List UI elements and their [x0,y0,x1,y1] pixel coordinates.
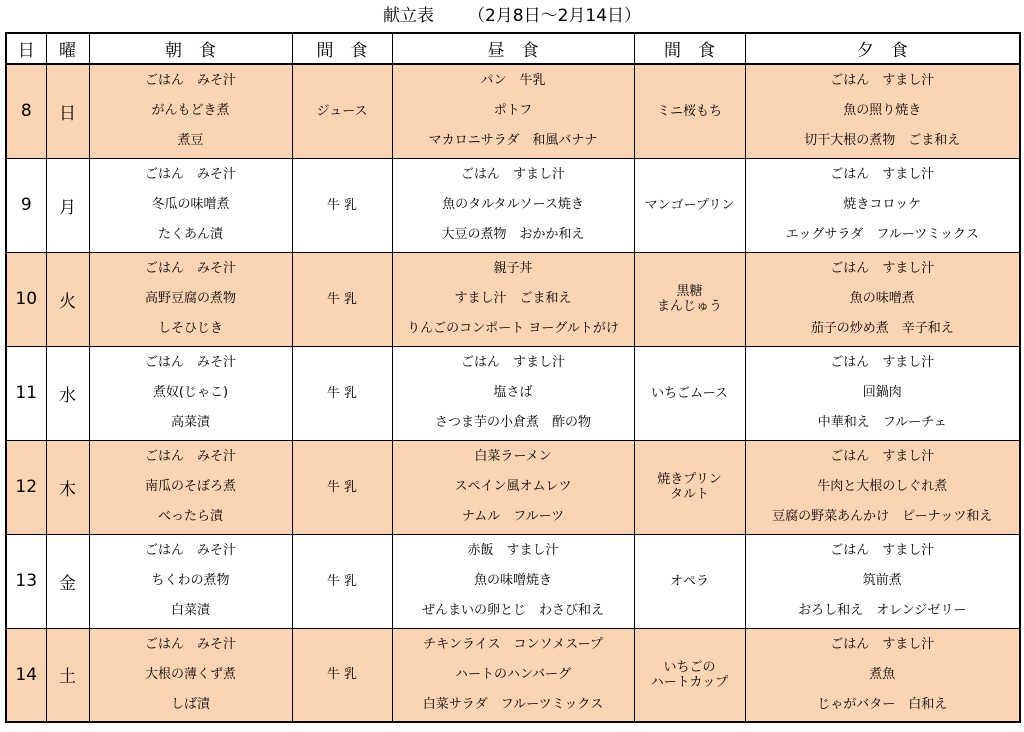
dinner-cell-lines [746,442,1020,532]
menu-table [5,32,1021,723]
dinner-cell-lines [746,536,1020,626]
day-cell: 10 [6,252,46,346]
menu-item: ごはん すまし汁 [830,543,935,558]
weekday-cell: 火 [46,252,89,346]
menu-item: 魚の味噌焼き [473,573,552,588]
header-dinner: 夕 食 [745,33,1020,64]
snack-item: 焼きプリン [657,472,722,487]
dinner-cell [745,158,1020,252]
snack-afternoon-cell [634,64,745,158]
menu-item: ごはん すまし汁 [830,449,935,464]
snack-afternoon-cell [634,158,745,252]
lunch-cell [392,346,634,440]
menu-item: ごはん みそ汁 [144,449,236,464]
title-date-range: （2月8日～2月14日） [467,6,642,26]
menu-item: 白菜ラーメン [474,449,552,464]
lunch-cell [392,534,634,628]
menu-item: 牛肉と大根のしぐれ煮 [817,479,948,494]
snack-afternoon-cell [634,534,745,628]
snack-afternoon-cell [634,440,745,534]
breakfast-cell-lines [90,630,292,720]
breakfast-cell [89,534,292,628]
snack-afternoon-cell [634,346,745,440]
dinner-cell [745,628,1020,722]
menu-item: 魚のタルタルソース焼き [442,197,584,212]
snack-item: 牛 乳 [326,385,358,401]
breakfast-cell-lines [90,160,292,250]
snack-item: 黒糖 [676,284,703,299]
menu-item: 高野豆腐の煮物 [144,291,236,306]
menu-body [6,64,1020,722]
table-row [6,346,1020,440]
snack-morning-cell [292,534,392,628]
day-cell: 9 [6,158,46,252]
snack-morning-cell [292,628,392,722]
menu-item: ごはん みそ汁 [144,355,236,370]
menu-item: 煮魚 [869,666,896,682]
menu-item: ハートのハンバーグ [454,666,572,682]
menu-item: 回鍋肉 [862,385,902,400]
lunch-cell [392,64,634,158]
lunch-cell-lines [393,254,634,344]
table-row [6,534,1020,628]
menu-item: ごはん すまし汁 [460,355,565,370]
menu-item: たくあん漬 [157,227,223,242]
snack-item: いちごの [663,659,716,675]
day-cell: 13 [6,534,46,628]
snack-morning-cell [292,346,392,440]
dinner-cell-lines [746,630,1020,720]
dinner-cell-lines [746,66,1020,156]
breakfast-cell-lines [90,348,292,438]
breakfast-cell [89,346,292,440]
snack-afternoon-cell [634,252,745,346]
menu-item: パン 牛乳 [480,73,546,89]
day-cell: 12 [6,440,46,534]
snack-item: 牛 乳 [326,197,358,213]
menu-item: 冬瓜の味噌煮 [151,197,230,212]
breakfast-cell [89,252,292,346]
menu-item: ごはん すまし汁 [830,355,935,370]
lunch-cell [392,440,634,534]
menu-item: ごはん みそ汁 [144,73,236,89]
lunch-cell-lines [393,160,634,250]
header-row [6,33,1020,64]
snack-morning-cell [292,158,392,252]
lunch-cell-lines [393,630,634,720]
weekday-cell: 日 [46,64,89,158]
snack-morning-cell [292,252,392,346]
breakfast-cell [89,628,292,722]
header-dow: 曜 [46,33,89,64]
dinner-cell [745,346,1020,440]
header-day: 日 [6,33,46,64]
lunch-cell-lines [393,348,634,438]
menu-item: 南瓜のそぼろ煮 [144,479,236,494]
header-snack-morning: 間 食 [292,33,392,64]
menu-item: ごはん みそ汁 [144,167,236,182]
snack-item: マンゴープリン [644,197,735,213]
snack-item: いちごムース [651,385,728,401]
menu-item: マカロニサラダ 和風バナナ [428,133,598,149]
weekday-cell: 金 [46,534,89,628]
menu-item: スペイン風オムレツ [454,479,572,494]
dinner-cell [745,440,1020,534]
header-snack-afternoon: 間 食 [634,33,745,64]
menu-item: 魚の照り焼き [843,103,922,119]
header-breakfast: 朝 食 [89,33,292,64]
menu-item: すまし汁 ごま和え [454,291,572,306]
breakfast-cell-lines [90,66,292,156]
menu-item: 煮豆 [177,133,204,149]
day-cell: 11 [6,346,46,440]
table-row [6,628,1020,722]
menu-item: 茄子の炒め煮 辛子和え [810,321,954,336]
breakfast-cell [89,440,292,534]
menu-item: べったら漬 [157,509,223,524]
menu-item: ごはん みそ汁 [144,543,236,558]
menu-item: ごはん すまし汁 [830,636,935,652]
day-cell: 14 [6,628,46,722]
menu-item: 白菜漬 [170,603,210,618]
lunch-cell-lines [393,66,634,156]
menu-item: 白菜サラダ フルーツミックス [422,696,604,712]
menu-item: ちくわの煮物 [151,573,230,588]
weekday-cell: 木 [46,440,89,534]
lunch-cell [392,158,634,252]
snack-item: ハートカップ [650,674,729,690]
breakfast-cell-lines [90,442,292,532]
breakfast-cell-lines [90,536,292,626]
menu-item: 大豆の煮物 おかか和え [441,227,585,242]
menu-item: 煮奴(じゃこ) [152,385,229,400]
dinner-cell-lines [746,160,1020,250]
header-lunch: 昼 食 [392,33,634,64]
weekday-cell: 月 [46,158,89,252]
menu-item: 魚の味噌煮 [849,291,915,306]
breakfast-cell-lines [90,254,292,344]
snack-item: 牛 乳 [326,667,358,683]
menu-item: しば漬 [170,696,210,712]
weekday-cell: 水 [46,346,89,440]
snack-item: ジュース [316,103,368,119]
menu-item: 赤飯 すまし汁 [467,543,559,558]
snack-item: 牛 乳 [326,479,358,495]
snack-item: ミニ桜もち [656,103,722,119]
menu-item: ごはん すまし汁 [460,167,565,182]
snack-item: 牛 乳 [326,291,358,307]
snack-morning-cell [292,64,392,158]
title-text: 献立表 [382,6,434,26]
page-title [0,2,1024,30]
menu-item: ナムル フルーツ [461,509,565,524]
lunch-cell [392,252,634,346]
menu-item: 大根の薄くず煮 [144,666,236,682]
menu-item: じゃがバター 白和え [817,696,948,712]
table-row [6,64,1020,158]
table-row [6,440,1020,534]
lunch-cell-lines [393,536,634,626]
menu-item: ごはん みそ汁 [144,261,236,276]
menu-item: 切干大根の煮物 ごま和え [804,133,961,149]
lunch-cell-lines [393,442,634,532]
menu-item: 高菜漬 [170,415,210,430]
snack-item: まんじゅう [656,299,722,314]
snack-item: タルト [669,487,709,502]
menu-item: りんごのコンポート ヨーグルトがけ [407,321,619,336]
menu-item: しそひじき [157,321,223,336]
breakfast-cell [89,64,292,158]
menu-item: さつま芋の小倉煮 酢の物 [434,415,591,430]
dinner-cell [745,64,1020,158]
dinner-cell [745,252,1020,346]
menu-item: ぜんまいの卵とじ わさび和え [421,603,604,618]
snack-item: 牛 乳 [326,573,358,589]
menu-item: ごはん すまし汁 [830,261,935,276]
menu-item: ごはん すまし汁 [830,167,935,182]
day-cell: 8 [6,64,46,158]
menu-item: 中華和え フルーチェ [817,415,947,430]
table-row [6,158,1020,252]
table-row [6,252,1020,346]
menu-item: がんもどき煮 [151,103,230,119]
breakfast-cell [89,158,292,252]
snack-afternoon-cell [634,628,745,722]
lunch-cell [392,628,634,722]
menu-item: 塩さば [493,385,533,400]
snack-item: オペラ [669,573,709,589]
menu-item: エッグサラダ フルーツミックス [785,227,979,242]
menu-item: 親子丼 [493,261,533,276]
dinner-cell [745,534,1020,628]
menu-item: 豆腐の野菜あんかけ ピーナッツ和え [772,509,993,524]
dinner-cell-lines [746,254,1020,344]
menu-item: チキンライス コンソメスープ [423,636,603,652]
menu-item: 焼きコロッケ [843,197,922,212]
weekday-cell: 土 [46,628,89,722]
menu-item: 筑前煮 [862,573,902,588]
menu-item: ごはん すまし汁 [830,73,935,89]
snack-morning-cell [292,440,392,534]
dinner-cell-lines [746,348,1020,438]
menu-item: ごはん みそ汁 [144,636,236,652]
menu-item: ポトフ [493,103,533,119]
menu-item: おろし和え オレンジゼリー [798,603,967,618]
